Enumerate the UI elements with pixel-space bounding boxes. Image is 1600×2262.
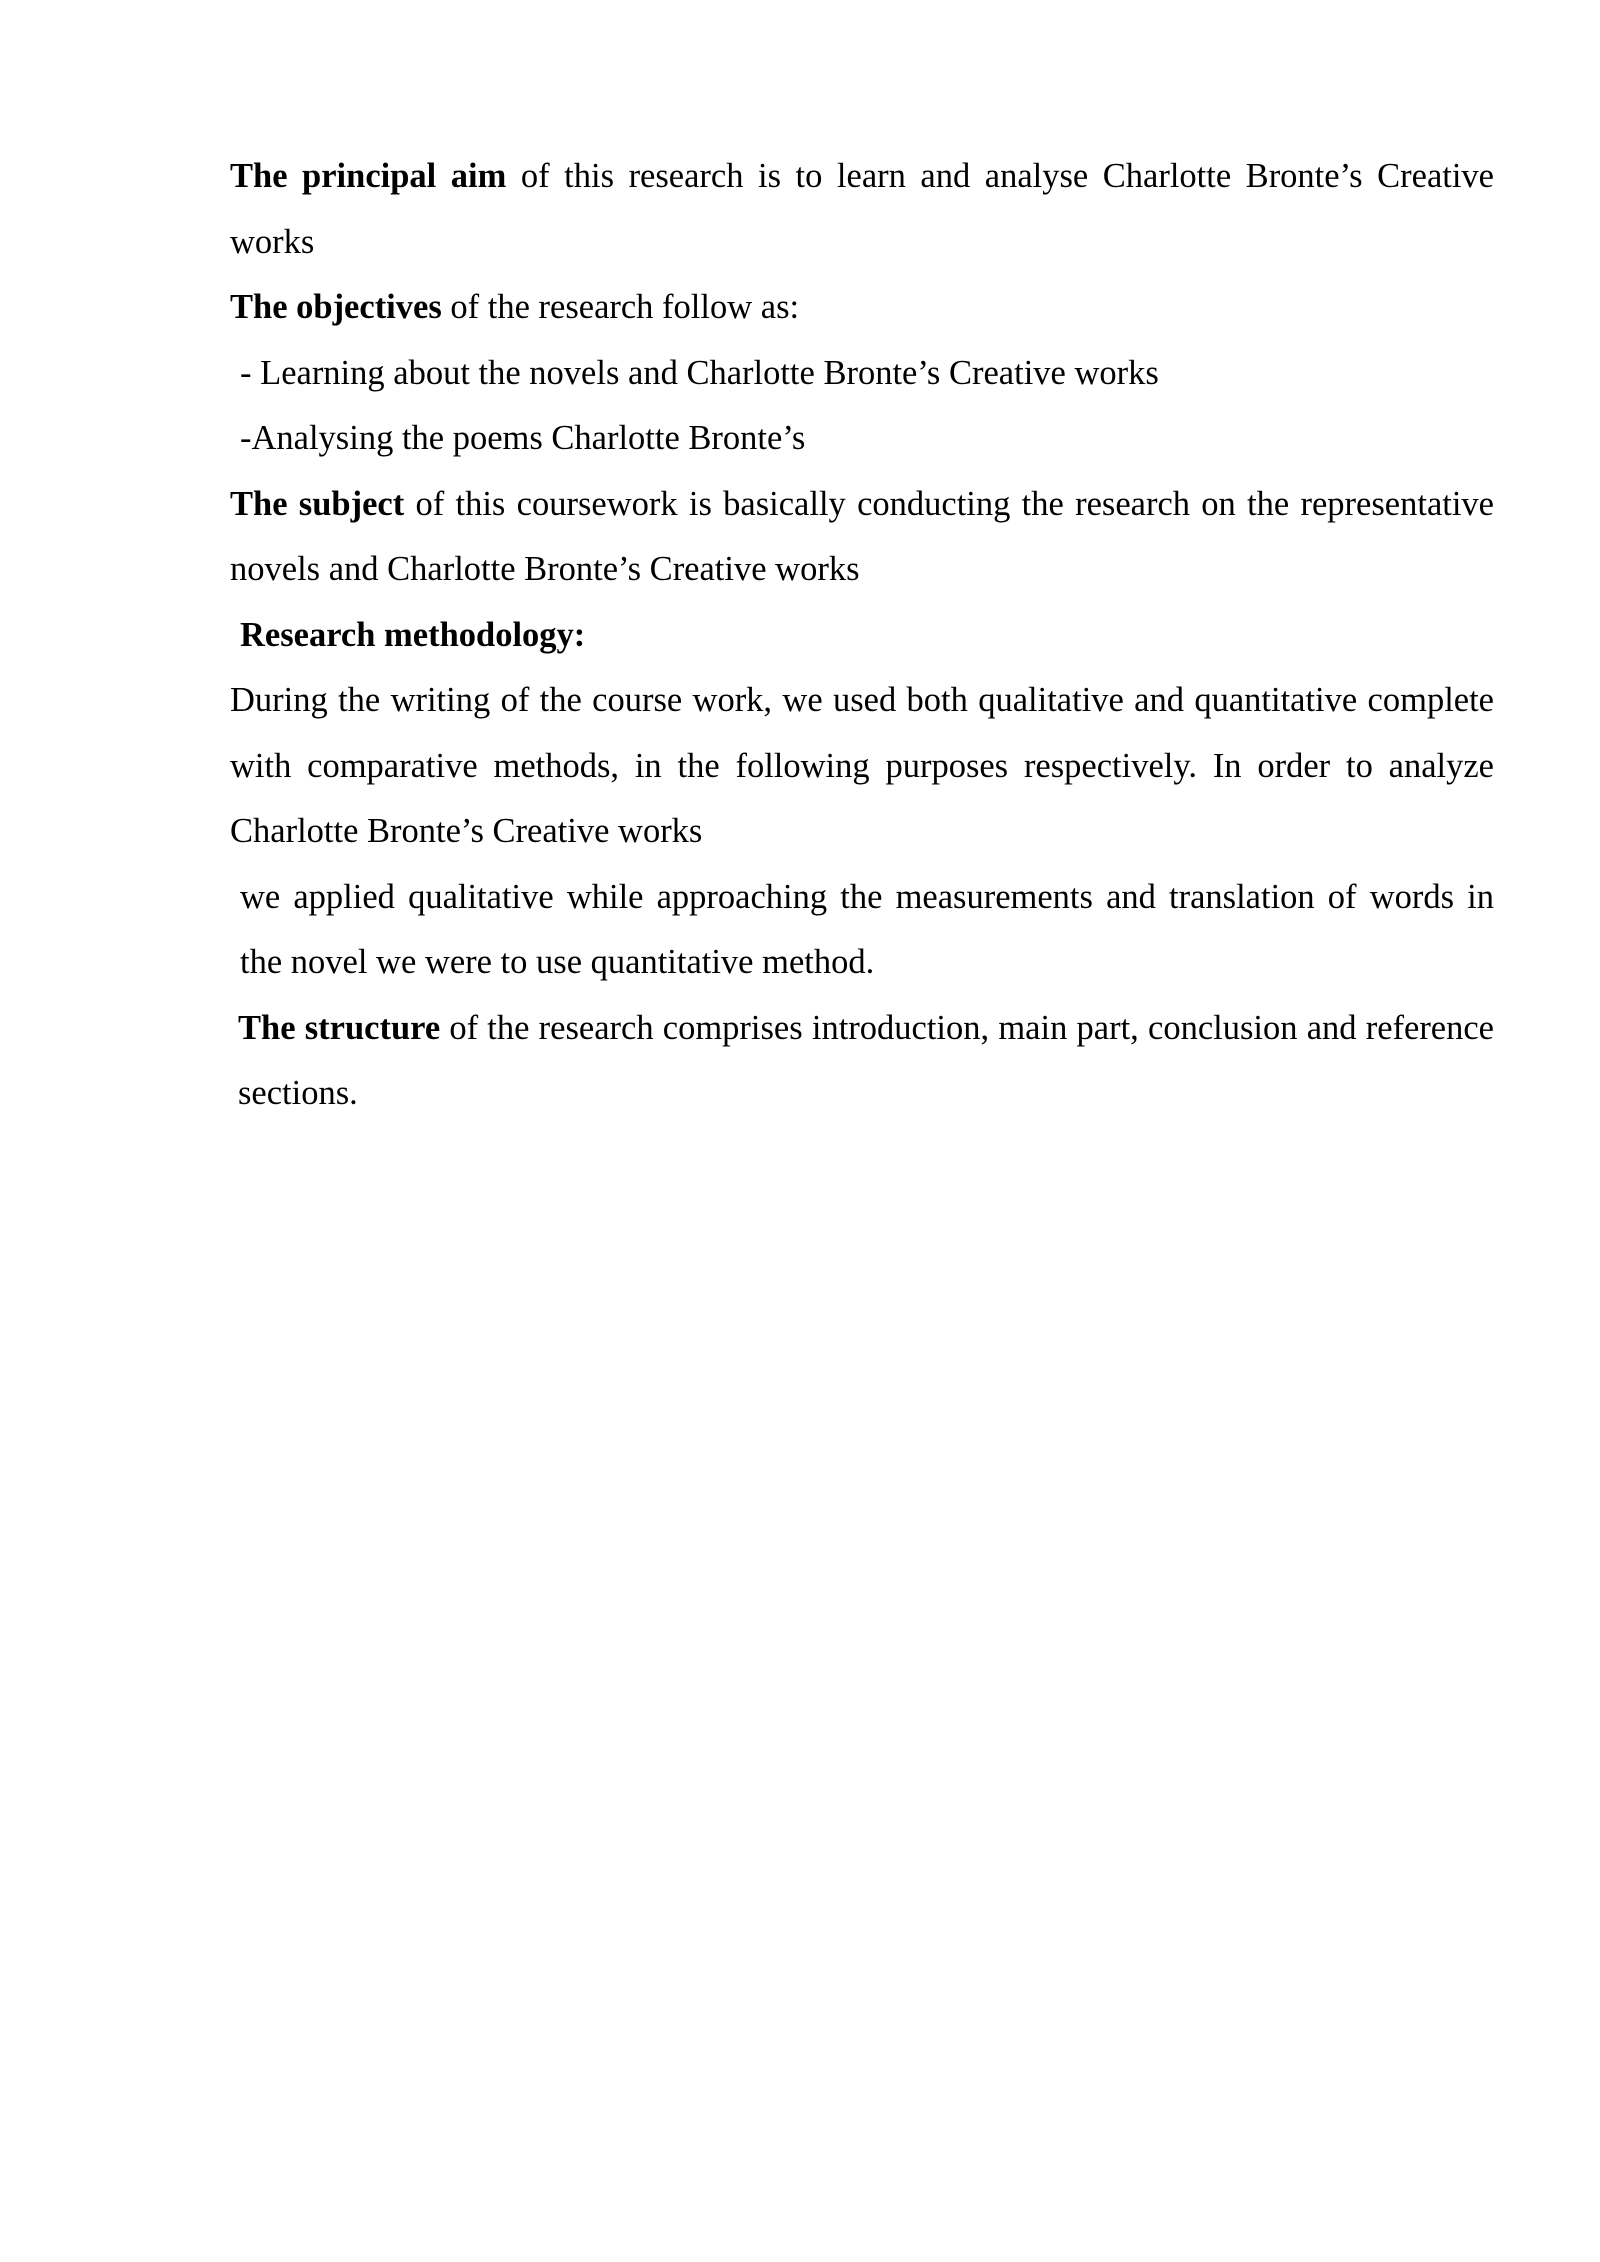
objectives-paragraph — [230, 275, 1494, 341]
aim-label: The principal aim — [230, 157, 507, 195]
structure-paragraph — [230, 996, 1494, 1127]
objective-item: -Analysing the poems Charlotte Bronte’s — [240, 419, 806, 457]
structure-text: of the research comprises introduction, main part, conclusion and reference sections. — [238, 1008, 1494, 1112]
methodology-paragraph-continued: we applied qualitative while approaching the measurements and translation of words in the novel we were to use quantitative method. — [240, 877, 1494, 981]
subject-paragraph — [230, 472, 1494, 603]
methodology-paragraph: During the writing of the course work, we used both qualitative and quantitative complete with comparative methods, in the following purposes respectively. In order to analyze Charlotte Bronte’s Creative works — [230, 681, 1494, 850]
structure-label: The structure — [238, 1008, 441, 1047]
objectives-label: The objectives — [230, 288, 442, 326]
objectives-text: of the research follow as: — [441, 288, 800, 326]
subject-label: The subject — [230, 484, 405, 523]
aim-text: of this research is to learn and analyse Charlotte Bronte’s Creative works — [230, 157, 1494, 261]
document-body — [230, 144, 1494, 1127]
objective-item: - Learning about the novels and Charlotte Bronte’s Creative works — [240, 353, 1159, 392]
methodology-heading: Research methodology: — [240, 615, 586, 654]
subject-text: of this coursework is basically conducting the research on the representative novels and Charlotte Bronte’s Creative works — [230, 484, 1494, 588]
aim-paragraph — [230, 144, 1494, 275]
